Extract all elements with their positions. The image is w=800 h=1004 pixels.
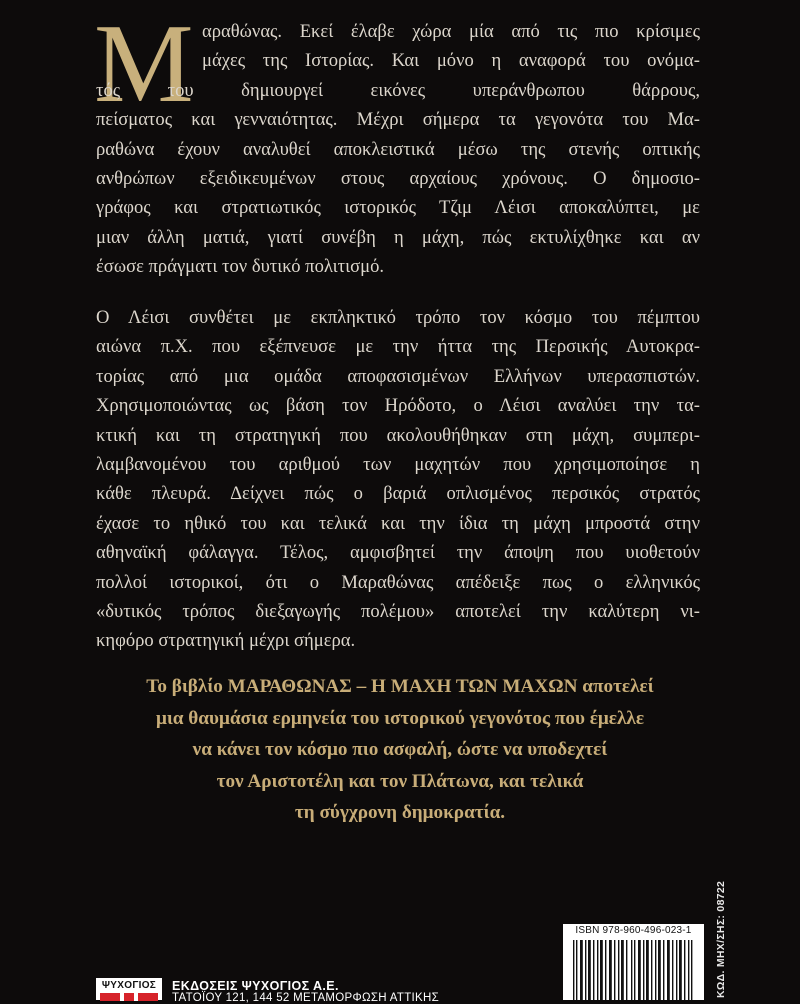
- publisher-name: ΕΚΔΟΣΕΙΣ ΨΥΧΟΓΙΟΣ Α.Ε.: [172, 979, 339, 993]
- text-line: τον Αριστοτέλη και τον Πλάτωνα, και τελικά: [216, 770, 584, 792]
- drop-cap: Μ: [94, 2, 194, 126]
- text-line: αθηναϊκή φάλαγγα. Τέλος, αμφισβητεί την άποψη που υιοθετούν: [96, 542, 700, 564]
- text-line: τορίας από μια ομάδα αποφασισμένων Ελλήνων υπερασπιστών.: [96, 365, 700, 387]
- text-line: κηφόρο στρατηγική μέχρι σήμερα.: [96, 630, 356, 652]
- logo-wordmark: ΨΥΧΟΓΙΟΣ: [101, 980, 157, 991]
- text-line: τη σύγχρονη δημοκρατία.: [294, 802, 506, 823]
- text-line: «δυτικός τρόπος διεξαγωγής πολέμου» αποτελεί την καλύτερη νι-: [96, 601, 700, 623]
- text-line: αιώνα π.Χ. που εξέπνευσε με την ήττα της Περσικής Αυτοκρα-: [96, 336, 700, 358]
- text-line: έσωσε πράγματι τον δυτικό πολιτισμό.: [96, 256, 385, 278]
- text-line: λαμβανομένου του αριθμού των μαχητών που χρησιμοποίησε η: [96, 454, 700, 476]
- text-line: έχασε το ηθικό του και τελικά και την ίδια τη μάχη μπροστά στην: [96, 512, 700, 534]
- text-line: ραθώνα έχουν αναλυθεί αποκλειστικά μέσω της στενής οπτικής: [96, 138, 700, 160]
- text-line: κάθε πλευρά. Δείχνει πώς ο βαριά οπλισμένος περσικός στρατός: [96, 483, 700, 505]
- body-paragraph: [96, 303, 700, 656]
- text-line: πολλοί ιστορικοί, ότι ο Μαραθώνας απέδειξε πως ο ελληνικός: [96, 571, 700, 593]
- publisher-address: ΤΑΤΟΪΟΥ 121, 144 52 ΜΕΤΑΜΟΡΦΩΣΗ ΑΤΤΙΚΗΣ: [172, 992, 440, 1004]
- text-line: μιαν άλλη ματιά, γιατί συνέβη η μάχη, πώς εκτυλίχθηκε και αν: [96, 226, 700, 248]
- text-line: γράφος και στρατιωτικός ιστορικός Τζιμ Λέισι αποκαλύπτει, με: [96, 197, 700, 219]
- text-line: τός του δημιουργεί εικόνες υπεράνθρωπου θάρρους,: [96, 79, 700, 101]
- product-code: ΚΩΔ. ΜΗΧ/ΣΗΣ: 08722: [715, 880, 727, 998]
- isbn-barcode: [563, 924, 704, 1000]
- barcode-icon: [571, 940, 696, 1000]
- text-line: μια θαυμάσια ερμηνεία του ιστορικού γεγονότος που έμελλε: [155, 707, 645, 729]
- isbn-number: ISBN 978-960-496-023-1: [575, 925, 692, 936]
- text-line: αραθώνας. Εκεί έλαβε χώρα μία από τις πιο κρίσιμες: [202, 21, 700, 42]
- publisher-logo: [96, 978, 162, 1000]
- text-line: κτική και τη στρατηγική που ακολουθήθηκαν στη μάχη, συμπερι-: [96, 424, 700, 446]
- text-line: Το βιβλίο ΜΑΡΑΘΩΝΑΣ – Η ΜΑΧΗ ΤΩΝ ΜΑΧΩΝ αποτελεί: [146, 676, 654, 697]
- intro-paragraph: [96, 17, 700, 282]
- text-line: πείσματος και γενναιότητας. Μέχρι σήμερα τα γεγονότα του Μα-: [96, 109, 700, 131]
- closing-statement: [80, 671, 720, 829]
- text-line: μάχες της Ιστορίας. Και μόνο η αναφορά του ονόμα-: [202, 50, 700, 72]
- text-line: Ο Λέισι συνθέτει με εκπληκτικό τρόπο τον κόσμο του πέμπτου: [96, 307, 700, 328]
- text-line: Χρησιμοποιώντας ως βάση τον Ηρόδοτο, ο Λέισι αναλύει την τα-: [96, 395, 700, 417]
- text-line: ανθρώπων εξειδικευμένων στους αρχαίους χρόνους. Ο δημοσιο-: [96, 168, 700, 190]
- text-line: να κάνει τον κόσμο πιο ασφαλή, ώστε να υποδεχτεί: [192, 739, 608, 760]
